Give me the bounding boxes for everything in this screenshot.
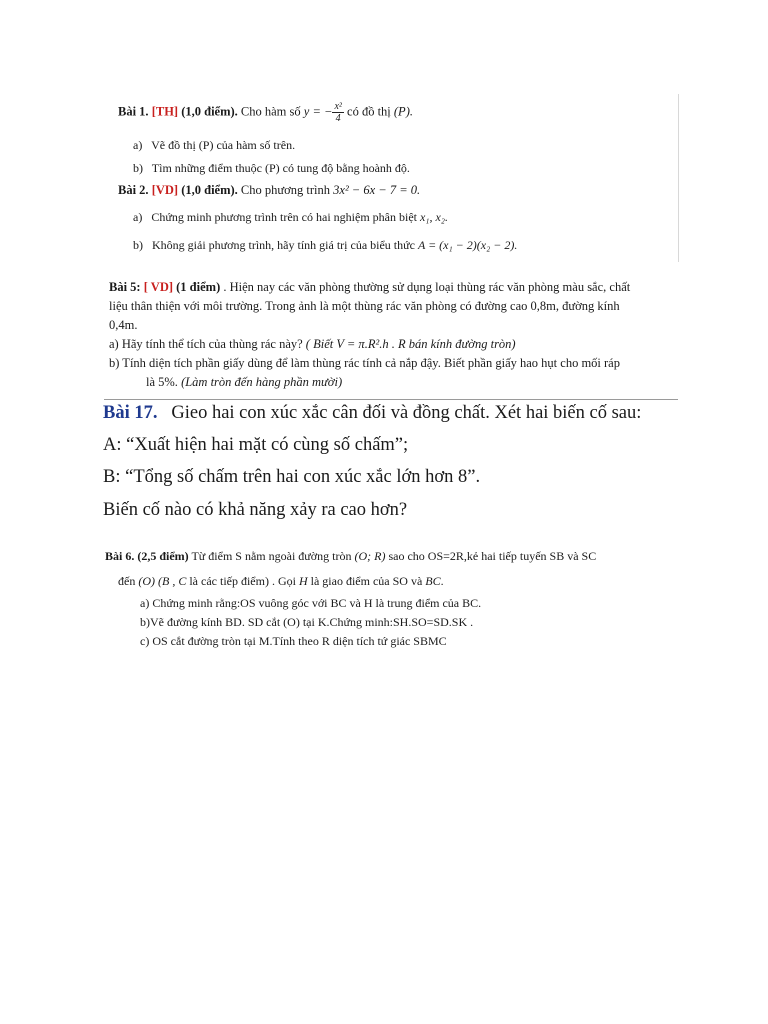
bai17-line3: B: “Tổng số chấm trên hai con xúc xắc lớn hơn 8”. — [103, 467, 481, 487]
bai6-line1b: sao cho OS=2R,kẻ hai tiếp tuyến SB và SC — [388, 549, 597, 563]
bai6-circle2: (O) — [138, 574, 155, 588]
bai1-heading — [118, 101, 413, 124]
bai6-part-b: b)Vẽ đường kính BD. SD cắt (O) tại K.Chứng minh:SH.SO=SD.SK . — [140, 615, 474, 629]
bai17-line1 — [103, 403, 641, 424]
bai6-line1 — [105, 549, 596, 564]
bai5-tag: [ VD] — [143, 280, 174, 294]
bai1-b-label: b) — [133, 161, 143, 175]
bai5-b-text2: là 5%. — [146, 375, 178, 389]
bai5-line1-text: . Hiện nay các văn phòng thường sử dụng loại thùng rác văn phòng màu sắc, chất — [223, 280, 631, 294]
bai17-line1-text: Gieo hai con xúc xắc cân đối và đồng chất. Xét hai biến cố sau: — [171, 403, 642, 423]
bai5-a-text: a) Hãy tính thể tích của thùng rác này? — [109, 337, 303, 351]
bai2-a-label: a) — [133, 210, 143, 224]
bai5-label: Bài 5: — [109, 280, 141, 294]
bai2-part-a — [133, 210, 448, 225]
bai1-func-y: y = − — [303, 104, 333, 119]
bai2-a-math: x₁, x₂. — [419, 210, 448, 224]
bai5-part-b-cont — [146, 375, 342, 390]
bai6-label: Bài 6. (2,5 điểm) — [105, 549, 189, 563]
bai2-equation: 3x² − 6x − 7 = 0. — [333, 183, 421, 197]
bai6-line2e: . — [440, 574, 444, 588]
bai5-points: (1 điểm) — [176, 280, 221, 294]
bai17-label: Bài 17. — [103, 403, 158, 423]
bai5-b-hint: (Làm tròn đến hàng phần mười) — [181, 375, 343, 389]
bai6-line1a: Từ điểm S nằm ngoài đường tròn — [191, 549, 352, 563]
bai6-part-c: c) OS cắt đường tròn tại M.Tính theo R diện tích tứ giác SBMC — [140, 634, 447, 648]
bai1-a-label: a) — [133, 138, 143, 152]
bai2-a-text: Chứng minh phương trình trên có hai nghiệm phân biệt — [151, 210, 417, 224]
bai6-h-var: H — [298, 574, 308, 588]
section-divider — [104, 399, 678, 400]
bai1-graph-text: có đồ thị — [347, 104, 391, 119]
bai5-line2: liệu thân thiện với môi trường. Trong ảnh là một thùng rác văn phòng có đường cao 0,8m, đường kính — [109, 299, 620, 313]
bai5-part-b: b) Tính diện tích phần giấy dùng để làm thùng rác tính cả nắp đậy. Biết phần giấy hao hụt cho mối ráp — [109, 356, 620, 370]
bai6-part-a: a) Chứng minh rằng:OS vuông góc với BC và H là trung điểm của BC. — [140, 596, 482, 610]
bai5-a-hint: ( Biết V = π.R².h . R bán kính đường tròn) — [305, 337, 516, 351]
bai2-intro: Cho phương trình — [240, 183, 331, 197]
bai17-line2: A: “Xuất hiện hai mặt có cùng số chấm”; — [103, 435, 409, 455]
bai5-line1 — [109, 280, 630, 295]
bai2-b-text: Không giải phương trình, hãy tính giá trị của biểu thức — [152, 238, 415, 252]
bai1-b-text: Tìm những điểm thuộc (P) có tung độ bằng hoành độ. — [151, 161, 410, 175]
bai6-line2b: (B , C — [158, 574, 187, 588]
bai17-line4: Biến cố nào có khả năng xảy ra cao hơn? — [103, 500, 408, 520]
bai5-part-a — [109, 337, 516, 352]
bai6-line2d: là giao điểm của SO và — [310, 574, 423, 588]
bai6-line2c: là các tiếp điểm) . Gọi — [189, 574, 296, 588]
scan-edge-line — [678, 94, 679, 262]
bai6-bc-var: BC — [425, 574, 441, 588]
bai2-points: (1,0 điểm). — [181, 183, 238, 197]
bai1-fraction-denominator: 4 — [335, 113, 341, 124]
bai1-part-b — [133, 161, 410, 176]
bai2-tag: [VD] — [151, 183, 179, 197]
bai1-intro: Cho hàm số — [240, 104, 301, 119]
bai2-b-label: b) — [133, 238, 143, 252]
bai6-line2 — [118, 574, 444, 589]
bai6-line2a: đến — [118, 574, 136, 588]
bai1-tag: [TH] — [151, 104, 179, 119]
bai1-fraction-numerator: x² — [334, 101, 342, 112]
bai1-label: Bài 1. — [118, 104, 149, 119]
bai5-line3: 0,4m. — [109, 318, 138, 332]
bai1-part-a — [133, 138, 295, 153]
bai1-fraction — [332, 101, 343, 124]
bai1-graph-name: (P). — [393, 104, 413, 119]
bai2-part-b — [133, 238, 517, 253]
bai1-a-text: Vẽ đồ thị (P) của hàm số trên. — [151, 138, 296, 152]
bai2-heading — [118, 183, 420, 198]
bai2-b-math: A = (x₁ − 2)(x₂ − 2). — [417, 238, 518, 252]
bai2-label: Bài 2. — [118, 183, 149, 197]
bai1-points: (1,0 điểm). — [181, 104, 238, 119]
bai6-circle1: (O; R) — [354, 549, 386, 563]
